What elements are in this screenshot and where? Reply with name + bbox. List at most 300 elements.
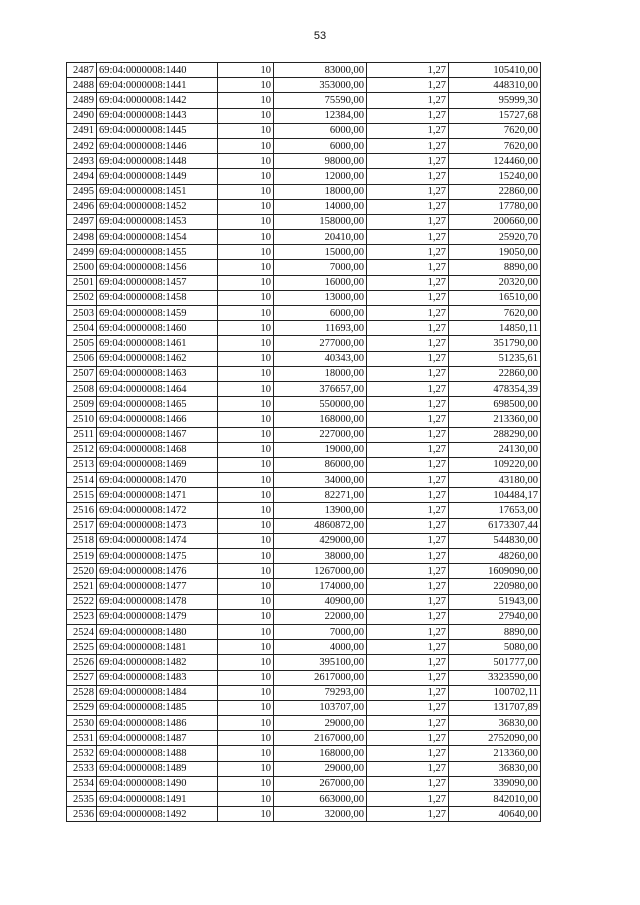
cadastral-number-cell: 69:04:0000008:1487 — [97, 731, 218, 746]
coefficient-cell: 1,27 — [367, 518, 449, 533]
table-row — [67, 457, 541, 472]
code-cell: 10 — [218, 412, 274, 427]
cadastral-number-cell: 69:04:0000008:1481 — [97, 640, 218, 655]
row-number-cell: 2518 — [67, 533, 97, 548]
coefficient-cell: 1,27 — [367, 700, 449, 715]
row-number-cell: 2499 — [67, 245, 97, 260]
row-number-cell: 2534 — [67, 776, 97, 791]
table-row — [67, 761, 541, 776]
total-value-cell: 213360,00 — [449, 746, 541, 761]
code-cell: 10 — [218, 138, 274, 153]
table-row — [67, 533, 541, 548]
code-cell: 10 — [218, 776, 274, 791]
total-value-cell: 2752090,00 — [449, 731, 541, 746]
cadastral-number-cell: 69:04:0000008:1467 — [97, 427, 218, 442]
table-row — [67, 63, 541, 78]
code-cell: 10 — [218, 78, 274, 93]
row-number-cell: 2517 — [67, 518, 97, 533]
total-value-cell: 131707,89 — [449, 700, 541, 715]
total-value-cell: 48260,00 — [449, 549, 541, 564]
total-value-cell: 339090,00 — [449, 776, 541, 791]
code-cell: 10 — [218, 579, 274, 594]
cadastral-number-cell: 69:04:0000008:1469 — [97, 457, 218, 472]
table-body — [67, 63, 541, 822]
base-value-cell: 20410,00 — [274, 230, 367, 245]
total-value-cell: 448310,00 — [449, 78, 541, 93]
cadastral-number-cell: 69:04:0000008:1462 — [97, 351, 218, 366]
code-cell: 10 — [218, 640, 274, 655]
table-row — [67, 670, 541, 685]
cadastral-number-cell: 69:04:0000008:1454 — [97, 230, 218, 245]
table-row — [67, 579, 541, 594]
cadastral-number-cell: 69:04:0000008:1488 — [97, 746, 218, 761]
cadastral-number-cell: 69:04:0000008:1475 — [97, 549, 218, 564]
total-value-cell: 17653,00 — [449, 503, 541, 518]
base-value-cell: 98000,00 — [274, 154, 367, 169]
row-number-cell: 2507 — [67, 366, 97, 381]
code-cell: 10 — [218, 716, 274, 731]
coefficient-cell: 1,27 — [367, 321, 449, 336]
table-row — [67, 473, 541, 488]
cadastral-number-cell: 69:04:0000008:1441 — [97, 78, 218, 93]
code-cell: 10 — [218, 290, 274, 305]
total-value-cell: 7620,00 — [449, 138, 541, 153]
row-number-cell: 2528 — [67, 685, 97, 700]
cadastral-number-cell: 69:04:0000008:1455 — [97, 245, 218, 260]
row-number-cell: 2504 — [67, 321, 97, 336]
coefficient-cell: 1,27 — [367, 761, 449, 776]
cadastral-number-cell: 69:04:0000008:1476 — [97, 564, 218, 579]
table-row — [67, 184, 541, 199]
table-row — [67, 260, 541, 275]
base-value-cell: 267000,00 — [274, 776, 367, 791]
coefficient-cell: 1,27 — [367, 381, 449, 396]
coefficient-cell: 1,27 — [367, 260, 449, 275]
cadastral-number-cell: 69:04:0000008:1466 — [97, 412, 218, 427]
total-value-cell: 7620,00 — [449, 123, 541, 138]
row-number-cell: 2500 — [67, 260, 97, 275]
row-number-cell: 2530 — [67, 716, 97, 731]
row-number-cell: 2506 — [67, 351, 97, 366]
coefficient-cell: 1,27 — [367, 533, 449, 548]
coefficient-cell: 1,27 — [367, 230, 449, 245]
row-number-cell: 2497 — [67, 214, 97, 229]
cadastral-number-cell: 69:04:0000008:1458 — [97, 290, 218, 305]
coefficient-cell: 1,27 — [367, 594, 449, 609]
total-value-cell: 109220,00 — [449, 457, 541, 472]
row-number-cell: 2522 — [67, 594, 97, 609]
table-row — [67, 214, 541, 229]
cadastral-number-cell: 69:04:0000008:1473 — [97, 518, 218, 533]
total-value-cell: 478354,39 — [449, 381, 541, 396]
total-value-cell: 501777,00 — [449, 655, 541, 670]
total-value-cell: 5080,00 — [449, 640, 541, 655]
table-row — [67, 442, 541, 457]
base-value-cell: 29000,00 — [274, 716, 367, 731]
code-cell: 10 — [218, 63, 274, 78]
table-row — [67, 700, 541, 715]
coefficient-cell: 1,27 — [367, 488, 449, 503]
base-value-cell: 4000,00 — [274, 640, 367, 655]
table-row — [67, 412, 541, 427]
code-cell: 10 — [218, 275, 274, 290]
total-value-cell: 51235,61 — [449, 351, 541, 366]
code-cell: 10 — [218, 564, 274, 579]
row-number-cell: 2509 — [67, 397, 97, 412]
base-value-cell: 7000,00 — [274, 260, 367, 275]
total-value-cell: 104484,17 — [449, 488, 541, 503]
base-value-cell: 168000,00 — [274, 746, 367, 761]
row-number-cell: 2508 — [67, 381, 97, 396]
table-row — [67, 230, 541, 245]
code-cell: 10 — [218, 670, 274, 685]
row-number-cell: 2532 — [67, 746, 97, 761]
row-number-cell: 2494 — [67, 169, 97, 184]
total-value-cell: 6173307,44 — [449, 518, 541, 533]
cadastral-number-cell: 69:04:0000008:1477 — [97, 579, 218, 594]
table-row — [67, 594, 541, 609]
cadastral-number-cell: 69:04:0000008:1479 — [97, 609, 218, 624]
base-value-cell: 1267000,00 — [274, 564, 367, 579]
row-number-cell: 2520 — [67, 564, 97, 579]
coefficient-cell: 1,27 — [367, 473, 449, 488]
base-value-cell: 429000,00 — [274, 533, 367, 548]
cadastral-number-cell: 69:04:0000008:1483 — [97, 670, 218, 685]
table-row — [67, 351, 541, 366]
code-cell: 10 — [218, 549, 274, 564]
cadastral-number-cell: 69:04:0000008:1463 — [97, 366, 218, 381]
code-cell: 10 — [218, 381, 274, 396]
coefficient-cell: 1,27 — [367, 138, 449, 153]
base-value-cell: 353000,00 — [274, 78, 367, 93]
row-number-cell: 2493 — [67, 154, 97, 169]
total-value-cell: 1609090,00 — [449, 564, 541, 579]
total-value-cell: 22860,00 — [449, 184, 541, 199]
total-value-cell: 14850,11 — [449, 321, 541, 336]
code-cell: 10 — [218, 427, 274, 442]
cadastral-number-cell: 69:04:0000008:1480 — [97, 624, 218, 639]
code-cell: 10 — [218, 609, 274, 624]
cadastral-number-cell: 69:04:0000008:1492 — [97, 807, 218, 822]
row-number-cell: 2511 — [67, 427, 97, 442]
coefficient-cell: 1,27 — [367, 184, 449, 199]
table-row — [67, 549, 541, 564]
base-value-cell: 395100,00 — [274, 655, 367, 670]
total-value-cell: 8890,00 — [449, 260, 541, 275]
row-number-cell: 2510 — [67, 412, 97, 427]
cadastral-number-cell: 69:04:0000008:1460 — [97, 321, 218, 336]
table-row — [67, 321, 541, 336]
total-value-cell: 351790,00 — [449, 336, 541, 351]
table-row — [67, 746, 541, 761]
code-cell: 10 — [218, 518, 274, 533]
base-value-cell: 18000,00 — [274, 184, 367, 199]
base-value-cell: 12384,00 — [274, 108, 367, 123]
table-row — [67, 792, 541, 807]
coefficient-cell: 1,27 — [367, 290, 449, 305]
code-cell: 10 — [218, 533, 274, 548]
row-number-cell: 2503 — [67, 306, 97, 321]
base-value-cell: 14000,00 — [274, 199, 367, 214]
coefficient-cell: 1,27 — [367, 746, 449, 761]
total-value-cell: 15240,00 — [449, 169, 541, 184]
row-number-cell: 2533 — [67, 761, 97, 776]
row-number-cell: 2526 — [67, 655, 97, 670]
total-value-cell: 200660,00 — [449, 214, 541, 229]
code-cell: 10 — [218, 442, 274, 457]
cadastral-number-cell: 69:04:0000008:1459 — [97, 306, 218, 321]
row-number-cell: 2525 — [67, 640, 97, 655]
coefficient-cell: 1,27 — [367, 640, 449, 655]
coefficient-cell: 1,27 — [367, 214, 449, 229]
total-value-cell: 220980,00 — [449, 579, 541, 594]
base-value-cell: 663000,00 — [274, 792, 367, 807]
total-value-cell: 124460,00 — [449, 154, 541, 169]
code-cell: 10 — [218, 731, 274, 746]
row-number-cell: 2523 — [67, 609, 97, 624]
cadastral-number-cell: 69:04:0000008:1490 — [97, 776, 218, 791]
row-number-cell: 2488 — [67, 78, 97, 93]
cadastral-number-cell: 69:04:0000008:1474 — [97, 533, 218, 548]
table-row — [67, 655, 541, 670]
code-cell: 10 — [218, 169, 274, 184]
cadastral-number-cell: 69:04:0000008:1464 — [97, 381, 218, 396]
total-value-cell: 51943,00 — [449, 594, 541, 609]
code-cell: 10 — [218, 624, 274, 639]
coefficient-cell: 1,27 — [367, 108, 449, 123]
base-value-cell: 22000,00 — [274, 609, 367, 624]
table-row — [67, 381, 541, 396]
cadastral-number-cell: 69:04:0000008:1470 — [97, 473, 218, 488]
row-number-cell: 2513 — [67, 457, 97, 472]
coefficient-cell: 1,27 — [367, 792, 449, 807]
base-value-cell: 6000,00 — [274, 123, 367, 138]
base-value-cell: 13000,00 — [274, 290, 367, 305]
coefficient-cell: 1,27 — [367, 351, 449, 366]
row-number-cell: 2531 — [67, 731, 97, 746]
table-row — [67, 807, 541, 822]
row-number-cell: 2527 — [67, 670, 97, 685]
base-value-cell: 19000,00 — [274, 442, 367, 457]
code-cell: 10 — [218, 154, 274, 169]
table-row — [67, 108, 541, 123]
table-row — [67, 518, 541, 533]
code-cell: 10 — [218, 366, 274, 381]
total-value-cell: 105410,00 — [449, 63, 541, 78]
cadastral-number-cell: 69:04:0000008:1486 — [97, 716, 218, 731]
coefficient-cell: 1,27 — [367, 93, 449, 108]
code-cell: 10 — [218, 306, 274, 321]
table-row — [67, 624, 541, 639]
coefficient-cell: 1,27 — [367, 275, 449, 290]
total-value-cell: 36830,00 — [449, 761, 541, 776]
cadastral-number-cell: 69:04:0000008:1457 — [97, 275, 218, 290]
total-value-cell: 100702,11 — [449, 685, 541, 700]
table-row — [67, 731, 541, 746]
code-cell: 10 — [218, 108, 274, 123]
base-value-cell: 174000,00 — [274, 579, 367, 594]
cadastral-number-cell: 69:04:0000008:1465 — [97, 397, 218, 412]
table-row — [67, 306, 541, 321]
row-number-cell: 2487 — [67, 63, 97, 78]
total-value-cell: 3323590,00 — [449, 670, 541, 685]
base-value-cell: 79293,00 — [274, 685, 367, 700]
cadastral-number-cell: 69:04:0000008:1448 — [97, 154, 218, 169]
cadastral-number-cell: 69:04:0000008:1453 — [97, 214, 218, 229]
cadastral-number-cell: 69:04:0000008:1452 — [97, 199, 218, 214]
base-value-cell: 40343,00 — [274, 351, 367, 366]
base-value-cell: 2167000,00 — [274, 731, 367, 746]
coefficient-cell: 1,27 — [367, 670, 449, 685]
coefficient-cell: 1,27 — [367, 199, 449, 214]
table-row — [67, 427, 541, 442]
base-value-cell: 376657,00 — [274, 381, 367, 396]
code-cell: 10 — [218, 397, 274, 412]
table-row — [67, 397, 541, 412]
table-row — [67, 138, 541, 153]
code-cell: 10 — [218, 807, 274, 822]
code-cell: 10 — [218, 473, 274, 488]
code-cell: 10 — [218, 761, 274, 776]
table-row — [67, 245, 541, 260]
table-row — [67, 503, 541, 518]
row-number-cell: 2505 — [67, 336, 97, 351]
coefficient-cell: 1,27 — [367, 169, 449, 184]
coefficient-cell: 1,27 — [367, 306, 449, 321]
base-value-cell: 82271,00 — [274, 488, 367, 503]
base-value-cell: 158000,00 — [274, 214, 367, 229]
total-value-cell: 698500,00 — [449, 397, 541, 412]
total-value-cell: 40640,00 — [449, 807, 541, 822]
total-value-cell: 19050,00 — [449, 245, 541, 260]
cadastral-number-cell: 69:04:0000008:1451 — [97, 184, 218, 199]
coefficient-cell: 1,27 — [367, 457, 449, 472]
base-value-cell: 7000,00 — [274, 624, 367, 639]
coefficient-cell: 1,27 — [367, 624, 449, 639]
base-value-cell: 15000,00 — [274, 245, 367, 260]
table-row — [67, 488, 541, 503]
total-value-cell: 15727,68 — [449, 108, 541, 123]
code-cell: 10 — [218, 685, 274, 700]
coefficient-cell: 1,27 — [367, 63, 449, 78]
code-cell: 10 — [218, 184, 274, 199]
cadastral-number-cell: 69:04:0000008:1449 — [97, 169, 218, 184]
base-value-cell: 168000,00 — [274, 412, 367, 427]
base-value-cell: 83000,00 — [274, 63, 367, 78]
row-number-cell: 2516 — [67, 503, 97, 518]
table-row — [67, 776, 541, 791]
coefficient-cell: 1,27 — [367, 123, 449, 138]
coefficient-cell: 1,27 — [367, 655, 449, 670]
row-number-cell: 2514 — [67, 473, 97, 488]
coefficient-cell: 1,27 — [367, 245, 449, 260]
row-number-cell: 2490 — [67, 108, 97, 123]
code-cell: 10 — [218, 199, 274, 214]
table-row — [67, 123, 541, 138]
cadastral-number-cell: 69:04:0000008:1471 — [97, 488, 218, 503]
table-row — [67, 154, 541, 169]
total-value-cell: 22860,00 — [449, 366, 541, 381]
total-value-cell: 20320,00 — [449, 275, 541, 290]
code-cell: 10 — [218, 351, 274, 366]
cadastral-number-cell: 69:04:0000008:1443 — [97, 108, 218, 123]
cadastral-value-table — [66, 62, 541, 822]
cadastral-number-cell: 69:04:0000008:1491 — [97, 792, 218, 807]
cadastral-number-cell: 69:04:0000008:1445 — [97, 123, 218, 138]
coefficient-cell: 1,27 — [367, 609, 449, 624]
code-cell: 10 — [218, 123, 274, 138]
coefficient-cell: 1,27 — [367, 807, 449, 822]
table-row — [67, 336, 541, 351]
table-row — [67, 290, 541, 305]
row-number-cell: 2519 — [67, 549, 97, 564]
total-value-cell: 43180,00 — [449, 473, 541, 488]
page-number: 53 — [313, 30, 327, 42]
coefficient-cell: 1,27 — [367, 154, 449, 169]
base-value-cell: 6000,00 — [274, 138, 367, 153]
total-value-cell: 8890,00 — [449, 624, 541, 639]
base-value-cell: 34000,00 — [274, 473, 367, 488]
row-number-cell: 2501 — [67, 275, 97, 290]
coefficient-cell: 1,27 — [367, 397, 449, 412]
base-value-cell: 13900,00 — [274, 503, 367, 518]
cadastral-number-cell: 69:04:0000008:1489 — [97, 761, 218, 776]
cadastral-number-cell: 69:04:0000008:1468 — [97, 442, 218, 457]
cadastral-number-cell: 69:04:0000008:1472 — [97, 503, 218, 518]
base-value-cell: 38000,00 — [274, 549, 367, 564]
coefficient-cell: 1,27 — [367, 579, 449, 594]
code-cell: 10 — [218, 214, 274, 229]
total-value-cell: 7620,00 — [449, 306, 541, 321]
table-row — [67, 685, 541, 700]
table-row — [67, 169, 541, 184]
base-value-cell: 103707,00 — [274, 700, 367, 715]
total-value-cell: 95999,30 — [449, 93, 541, 108]
code-cell: 10 — [218, 321, 274, 336]
total-value-cell: 288290,00 — [449, 427, 541, 442]
table-row — [67, 199, 541, 214]
base-value-cell: 16000,00 — [274, 275, 367, 290]
row-number-cell: 2524 — [67, 624, 97, 639]
base-value-cell: 29000,00 — [274, 761, 367, 776]
code-cell: 10 — [218, 655, 274, 670]
base-value-cell: 2617000,00 — [274, 670, 367, 685]
table-row — [67, 275, 541, 290]
row-number-cell: 2496 — [67, 199, 97, 214]
coefficient-cell: 1,27 — [367, 427, 449, 442]
code-cell: 10 — [218, 700, 274, 715]
row-number-cell: 2498 — [67, 230, 97, 245]
cadastral-number-cell: 69:04:0000008:1484 — [97, 685, 218, 700]
coefficient-cell: 1,27 — [367, 503, 449, 518]
total-value-cell: 24130,00 — [449, 442, 541, 457]
row-number-cell: 2502 — [67, 290, 97, 305]
cadastral-number-cell: 69:04:0000008:1440 — [97, 63, 218, 78]
cadastral-number-cell: 69:04:0000008:1482 — [97, 655, 218, 670]
coefficient-cell: 1,27 — [367, 716, 449, 731]
code-cell: 10 — [218, 245, 274, 260]
table-row — [67, 564, 541, 579]
row-number-cell: 2521 — [67, 579, 97, 594]
row-number-cell: 2512 — [67, 442, 97, 457]
table-row — [67, 93, 541, 108]
base-value-cell: 227000,00 — [274, 427, 367, 442]
base-value-cell: 11693,00 — [274, 321, 367, 336]
coefficient-cell: 1,27 — [367, 366, 449, 381]
code-cell: 10 — [218, 93, 274, 108]
table-row — [67, 366, 541, 381]
cadastral-number-cell: 69:04:0000008:1478 — [97, 594, 218, 609]
